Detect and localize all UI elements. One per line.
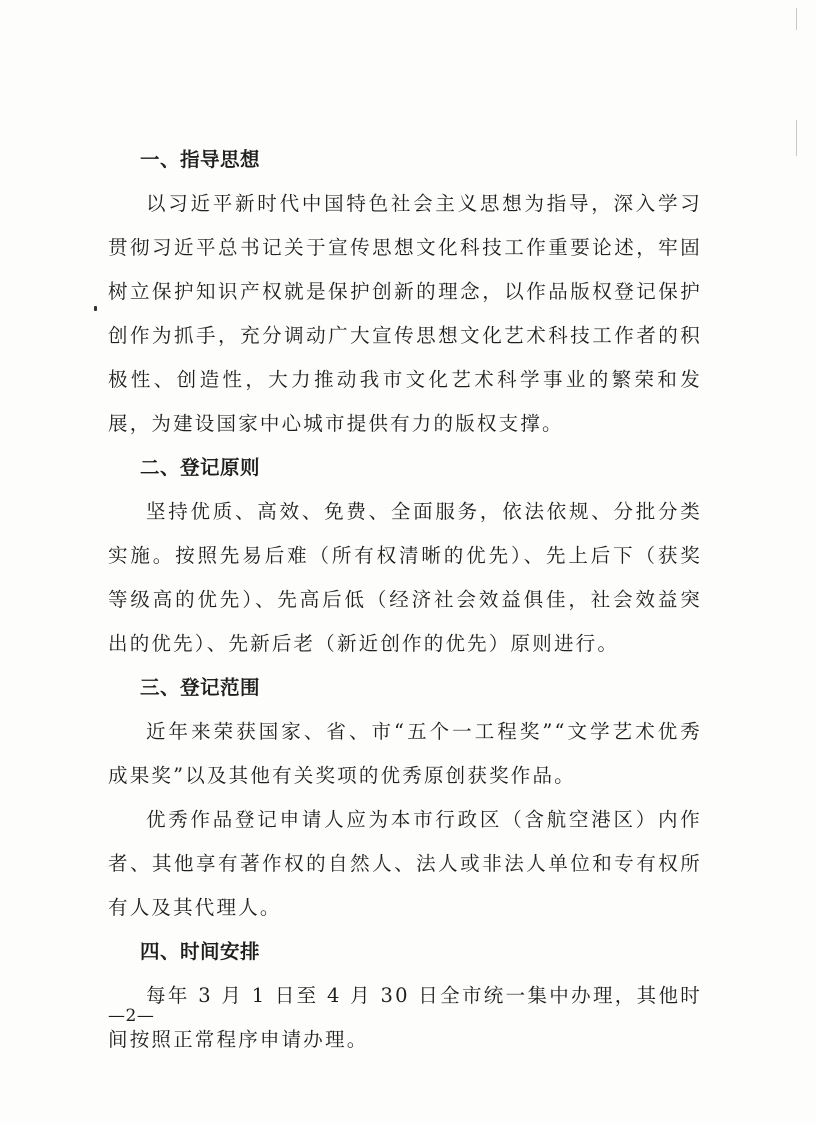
section-schedule — [108, 930, 702, 1062]
section-registration-principles — [108, 446, 702, 666]
section-paragraph: 以习近平新时代中国特色社会主义思想为指导，深入学习贯彻习近平总书记关于宣传思想文化科技工作重要论述，牢固树立保护知识产权就是保护创新的理念，以作品版权登记保护创作为抓手，充分调动广大宣传思想文化艺术科技工作者的积极性、创造性，大力推动我市文化艺术科学事业的繁荣和发展，为建设国家中心城市提供有力的版权支撑。 — [108, 192, 702, 435]
section-heading: 二、登记原则 — [140, 456, 261, 479]
section-paragraph: 优秀作品登记申请人应为本市行政区（含航空港区）内作者、其他享有著作权的自然人、法人或非法人单位和专有权所有人及其代理人。 — [108, 808, 702, 919]
section-heading: 一、指导思想 — [140, 148, 261, 171]
section-paragraph: 近年来荣获国家、省、市“五个一工程奖”“文学艺术优秀成果奖”以及其他有关奖项的优秀原创获奖作品。 — [108, 720, 702, 787]
section-paragraph: 每年 3 月 1 日至 4 月 30 日全市统一集中办理，其他时间按照正常程序申请办理。 — [108, 984, 702, 1051]
scan-speck — [94, 306, 97, 311]
section-guiding-thought — [108, 138, 702, 446]
scan-edge-mark — [796, 120, 797, 156]
page-number: —2— — [108, 1006, 155, 1026]
document-body — [108, 138, 702, 1062]
section-registration-scope — [108, 666, 702, 930]
section-paragraph: 坚持优质、高效、免费、全面服务，依法依规、分批分类实施。按照先易后难（所有权清晰的优先）、先上后下（获奖等级高的优先）、先高后低（经济社会效益俱佳，社会效益突出的优先）、先新后老（新近创作的优先）原则进行。 — [108, 500, 702, 655]
section-heading: 三、登记范围 — [140, 676, 261, 699]
scan-edge-mark — [796, 8, 797, 30]
section-heading: 四、时间安排 — [140, 940, 261, 963]
